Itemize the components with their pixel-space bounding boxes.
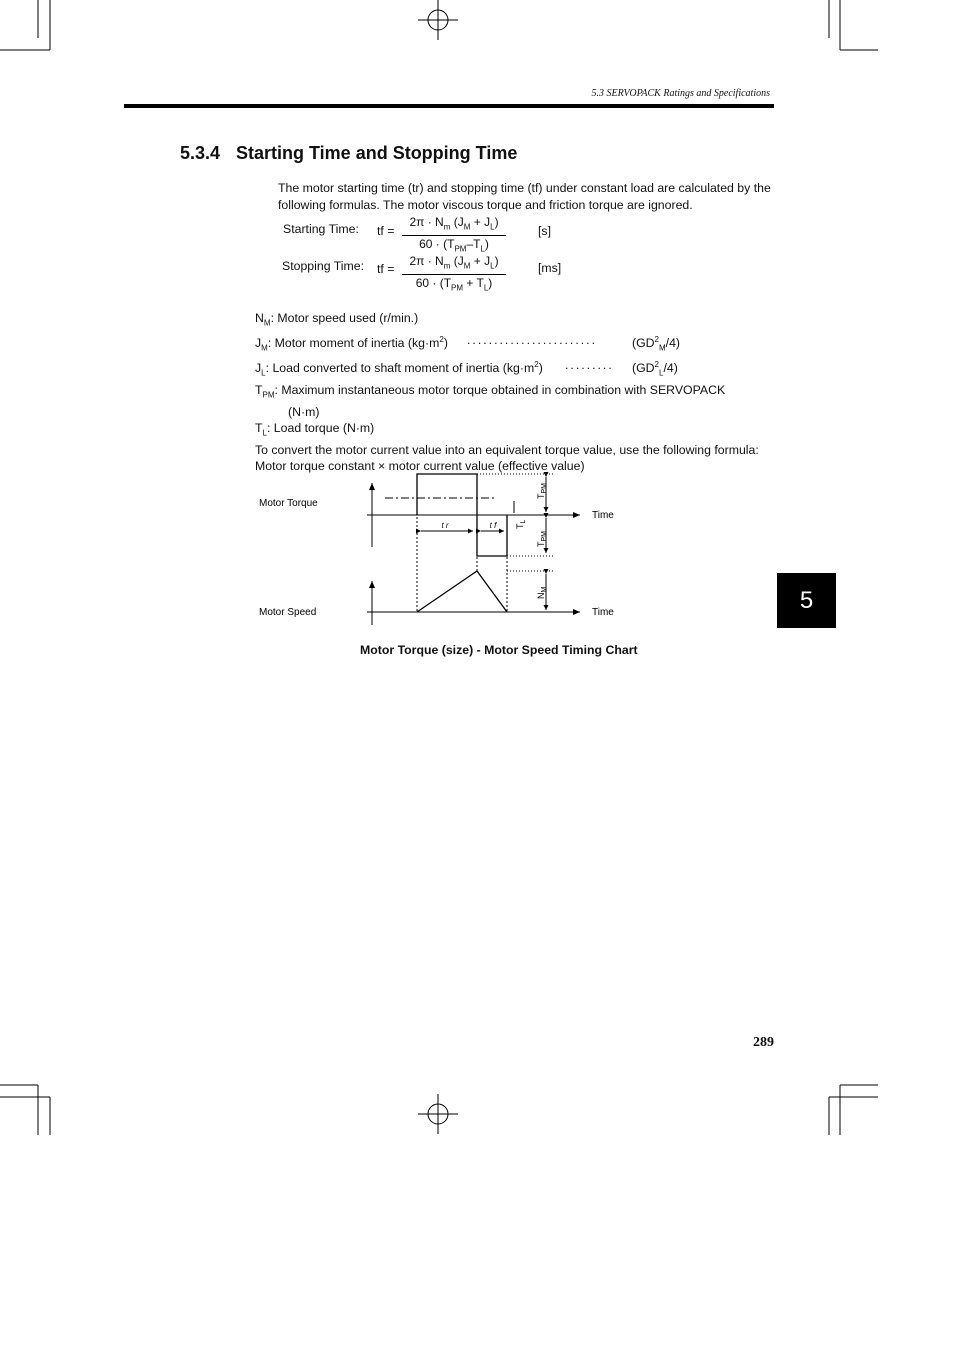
- def-tpm: $T_{PM}$: Maximum instantaneous motor torque obtained in combination with SERVOPACK: [255, 382, 726, 400]
- nm-label: $N_M$: [536, 586, 548, 599]
- def-jm: $J_M$: Motor moment of inertia $(kg\cdot m^2)$ ........................ $(GD^2_M/4)$: [255, 332, 681, 353]
- figure-caption: Motor Torque (size) - Motor Speed Timing Chart: [360, 643, 638, 657]
- motor-torque-label: Motor Torque: [259, 498, 318, 509]
- time-label-torque: Time: [592, 510, 614, 521]
- chapter-tab: 5: [777, 573, 836, 628]
- running-head: 5.3 SERVOPACK Ratings and Specifications: [591, 88, 770, 99]
- starting-time-lhs: tf =: [377, 224, 395, 238]
- speed-waveform: [417, 571, 507, 612]
- starting-time-label: Starting Time:: [283, 222, 359, 236]
- section-number: 5.3.4: [180, 143, 221, 163]
- tr-label: t r: [441, 521, 449, 530]
- header-rule: [124, 104, 774, 108]
- stopping-time-label: Stopping Time:: [282, 259, 365, 273]
- def-convert-1: To convert the motor current value into an equivalent torque value, use the following formula:: [255, 442, 759, 457]
- stopping-time-lhs: tf =: [377, 262, 395, 276]
- stopping-time-unit: [ms]: [538, 261, 562, 275]
- tf-label: t f: [489, 521, 497, 530]
- time-label-speed: Time: [592, 607, 614, 618]
- stopping-time-fraction: $2\pi \cdot N_m$ $(J_M + J_L)$ $60 \cdot (T_{PM} + T_L)$: [402, 253, 506, 297]
- motor-speed-label: Motor Speed: [259, 607, 317, 618]
- tpm-label-top: $T_{PM}$: [536, 483, 548, 499]
- starting-time-unit: [s]: [538, 224, 551, 238]
- timing-chart: [255, 465, 635, 630]
- section-heading: Starting Time and Stopping Time: [236, 143, 518, 163]
- tl-label: $T_L$: [515, 519, 527, 529]
- def-tl: $T_L$: Load torque (N·m): [255, 421, 375, 438]
- definitions-list: [255, 310, 785, 475]
- def-nm: $N_M$: Motor speed used (r/min.): [255, 311, 419, 328]
- page-number: 289: [753, 1035, 774, 1050]
- starting-time-fraction: $2\pi \cdot N_m$ $(J_M + J_L)$ $60 \cdot (T_{PM}-T_L)$: [402, 214, 506, 258]
- section-title: [180, 143, 517, 164]
- tpm-label-bottom: $T_{PM}$: [536, 531, 548, 547]
- def-tpm-unit: (N·m): [288, 404, 320, 419]
- def-jl: $J_L$: Load converted to shaft moment of inertia $(kg\cdot m^2)$ ......... $(GD^2_L/4)$: [255, 357, 678, 378]
- def-convert-2: Motor torque constant × motor current value (effective value): [255, 459, 585, 474]
- intro-paragraph: The motor starting time (tr) and stopping time (tf) under constant load are calculated by the following formulas. The motor viscous torque and friction torque are ignored.: [278, 181, 771, 212]
